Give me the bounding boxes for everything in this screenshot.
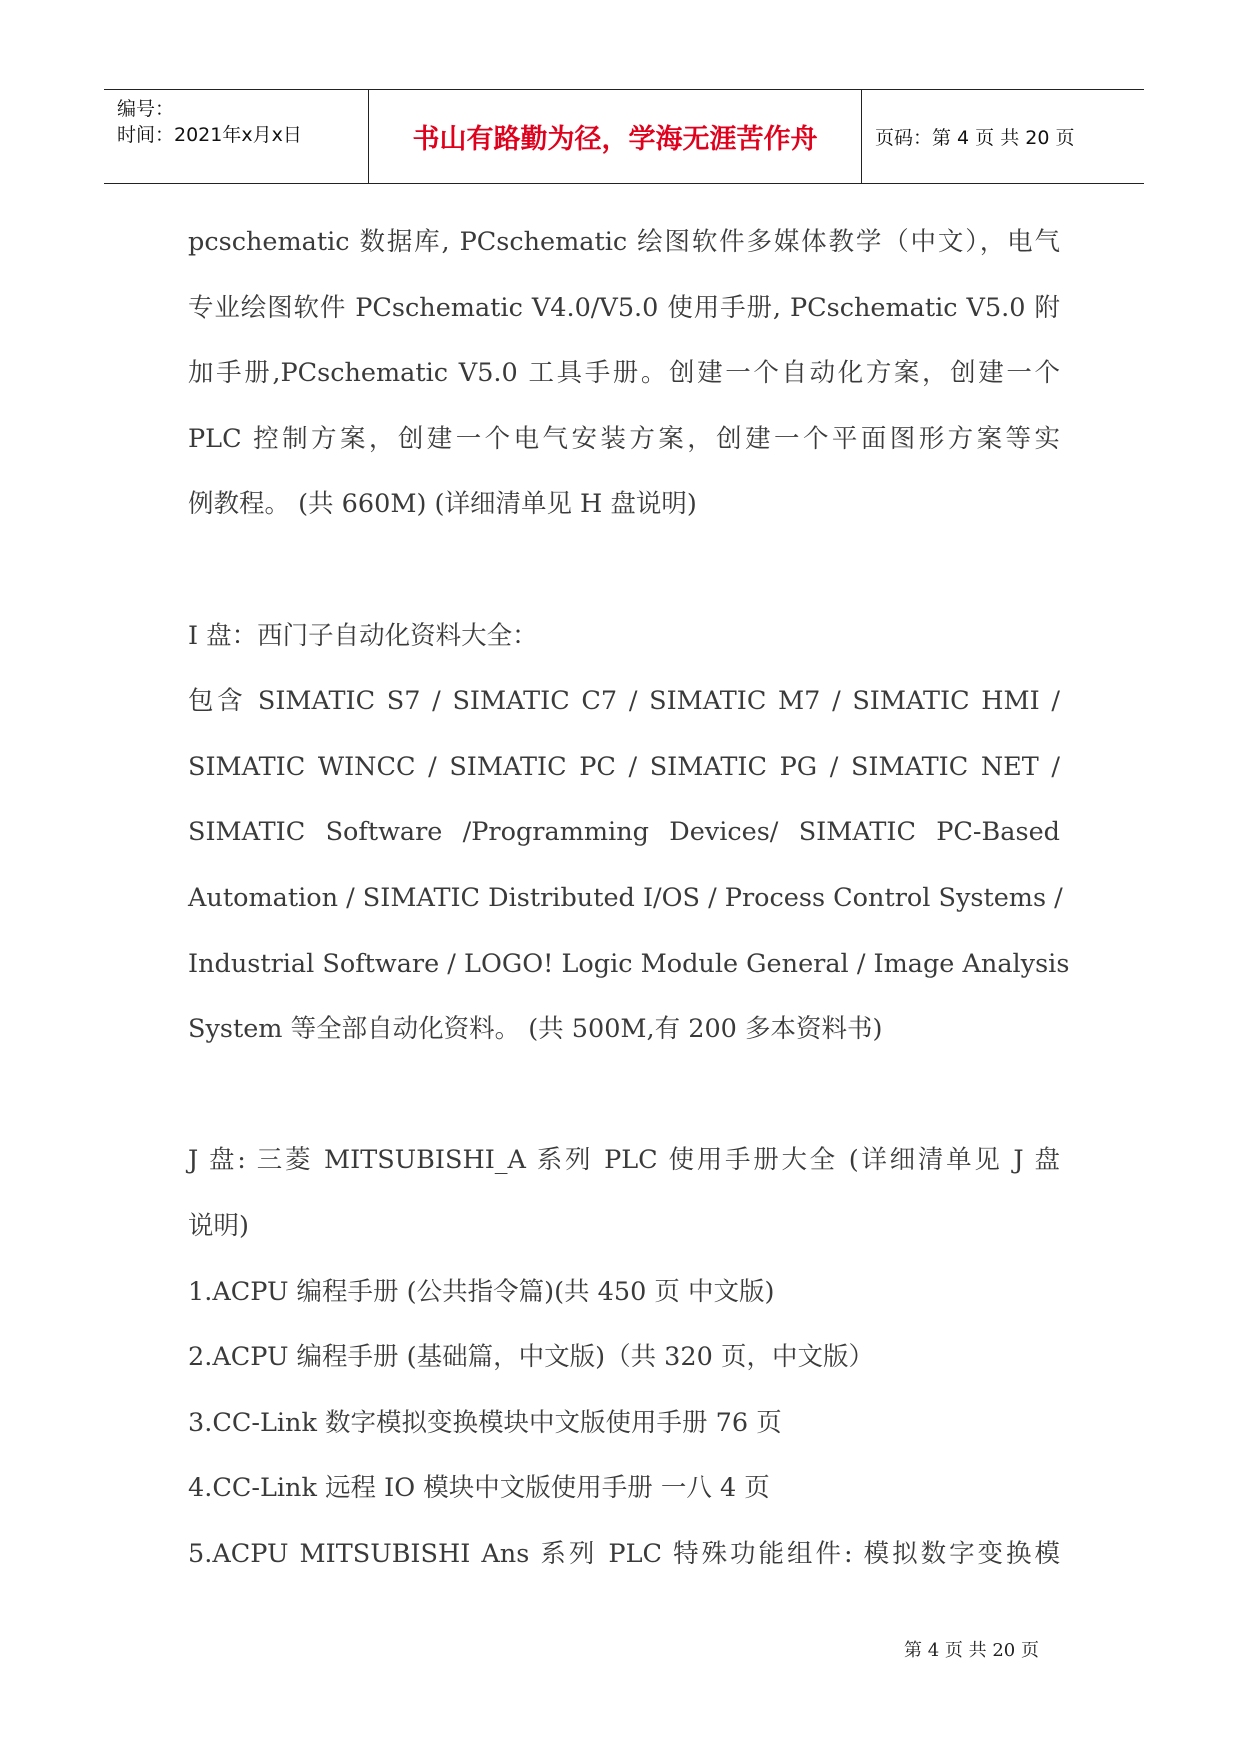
body-line: J 盘: 三菱 MITSUBISHI_A 系列 PLC 使用手册大全 (详细清单见 J 盘	[188, 1145, 1060, 1176]
paragraph-gap	[188, 538, 1060, 604]
page-header	[104, 89, 1144, 184]
body-line: System 等全部自动化资料。 (共 500M,有 200 多本资料书)	[188, 1014, 883, 1045]
paragraph-gap	[188, 1063, 1060, 1129]
body-line: 专业绘图软件 PCschematic V4.0/V5.0 使用手册, PCschematic V5.0 附	[188, 292, 1060, 323]
body-line: 例教程。 (共 660M) (详细清单见 H 盘说明)	[188, 489, 697, 520]
header-time-label: 时间：2021年x月x日	[117, 124, 302, 146]
header-number-label: 编号：	[117, 98, 175, 120]
header-page-label: 页码：第 4 页 共 20 页	[875, 127, 1075, 149]
body-line: PLC 控制方案，创建一个电气安装方案，创建一个平面图形方案等实	[188, 423, 1060, 454]
body-line: 5.ACPU MITSUBISHI Ans 系列 PLC 特殊功能组件: 模拟数字变换模	[188, 1538, 1060, 1569]
body-line: 1.ACPU 编程手册 (公共指令篇)(共 450 页 中文版)	[188, 1276, 775, 1307]
body-line: 2.ACPU 编程手册 (基础篇，中文版)（共 320 页，中文版）	[188, 1342, 874, 1373]
body-line: I 盘：西门子自动化资料大全：	[188, 620, 538, 651]
body-line: pcschematic 数据库, PCschematic 绘图软件多媒体教学（中文），电气	[188, 227, 1060, 257]
body-line: 说明)	[188, 1210, 249, 1241]
page-footer: 第 4 页 共 20 页	[904, 1640, 1039, 1661]
body-line: 包含 SIMATIC S7 / SIMATIC C7 / SIMATIC M7 / SIMATIC HMI /	[188, 686, 1060, 717]
body-line: Automation / SIMATIC Distributed I/OS / Process Control Systems /	[188, 882, 1063, 913]
document-body	[188, 210, 1070, 1587]
header-motto: 书山有路勤为径，学海无涯苦作舟	[368, 90, 862, 183]
body-line: SIMATIC Software /Programming Devices/ SIMATIC PC-Based	[188, 817, 1060, 848]
body-line: SIMATIC WINCC / SIMATIC PC / SIMATIC PG / SIMATIC NET /	[188, 751, 1060, 782]
body-line: 加手册,PCschematic V5.0 工具手册。创建一个自动化方案，创建一个	[188, 358, 1060, 389]
body-line: 4.CC-Link 远程 IO 模块中文版使用手册 一八 4 页	[188, 1473, 770, 1504]
body-line: 3.CC-Link 数字模拟变换模块中文版使用手册 76 页	[188, 1407, 782, 1438]
header-meta	[104, 90, 368, 183]
body-line: Industrial Software / LOGO! Logic Module General / Image Analysis	[188, 948, 1070, 979]
